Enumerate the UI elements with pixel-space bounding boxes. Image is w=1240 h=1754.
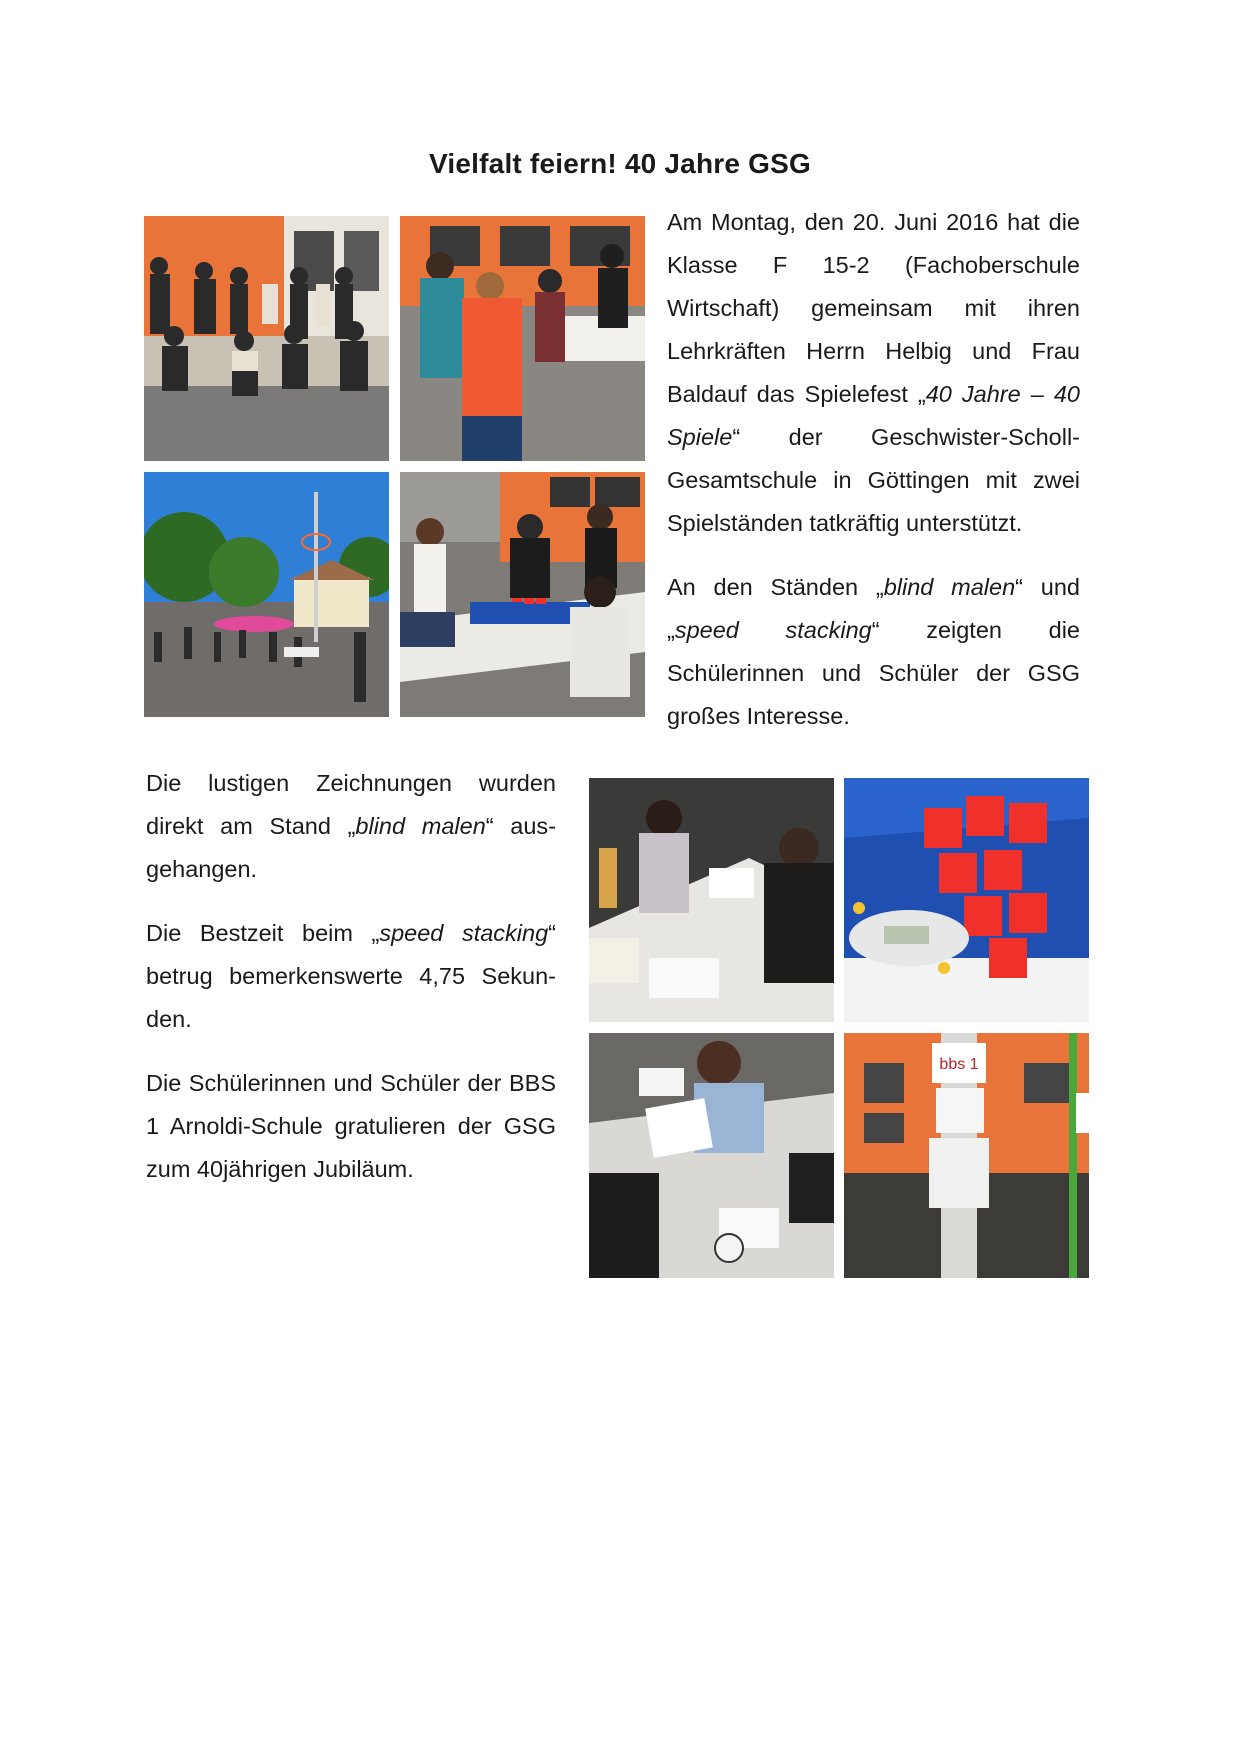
- stands-text-c: “ zeigten die Schülerinnen und Schüler der GSG großes Interesse.: [667, 617, 1080, 729]
- page-title: Vielfalt feiern! 40 Jahre GSG: [429, 148, 811, 179]
- drawings-text-b: “ ausgehangen.: [146, 813, 557, 882]
- photo-blind-drawing-table: [589, 778, 834, 1022]
- photo-speed-stacking-stand: [400, 472, 645, 717]
- stand-name-blind-malen: blind malen: [883, 574, 1016, 600]
- photo-group-students: [144, 216, 389, 461]
- drawings-paragraph: [146, 762, 556, 891]
- intro-text-b: “ der Geschwister-Scholl-Gesamtschule in Göttingen mit zwei Spielständen tatkräftig unterstützt.: [667, 424, 1080, 536]
- stands-text-a: An den Ständen „: [667, 574, 884, 600]
- photo-bbs1-sign-pole: [844, 1033, 1089, 1278]
- stand-name-speed-stacking: speed stacking: [674, 617, 872, 643]
- intro-text-a: Am Montag, den 20. Juni 2016 hat die Klasse F 15-2 (Fachoberschule Wirtschaft) gemeinsam mit ihren Lehrkräften Herrn Helbig und Frau Baldauf das Spielefest „: [667, 209, 1080, 407]
- besttime-text-b: “ betrug bemerkenswerte 4,75 Sekunden.: [146, 920, 556, 1032]
- drawings-text-a: Die lustigen Zeichnungen wurden direkt am Stand „: [146, 770, 556, 839]
- besttime-text-a: Die Bestzeit beim „: [146, 920, 380, 946]
- photo-stacked-cups-timer: [844, 778, 1089, 1022]
- photo-game-stand-table: [400, 216, 645, 461]
- intro-event-title: 40 Jahre – 40 Spiele: [667, 381, 1080, 450]
- besttime-paragraph: [146, 912, 556, 1041]
- photo-drawing-students: [589, 1033, 834, 1278]
- bbs1-sign-text: bbs 1: [939, 1056, 979, 1073]
- stands-text-b: “ und „: [667, 574, 1080, 643]
- besttime-stand-name: speed stacking: [379, 920, 549, 946]
- congrats-paragraph: [146, 1062, 556, 1191]
- intro-paragraph: [667, 201, 1080, 545]
- stands-paragraph: [667, 566, 1080, 738]
- photo-schoolyard: [144, 472, 389, 717]
- drawings-stand-name: blind malen: [355, 813, 486, 839]
- congrats-text: Die Schülerinnen und Schüler der BBS 1 Arnoldi-Schule gratulieren der GSG zum 40jährigen Jubiläum.: [146, 1070, 556, 1182]
